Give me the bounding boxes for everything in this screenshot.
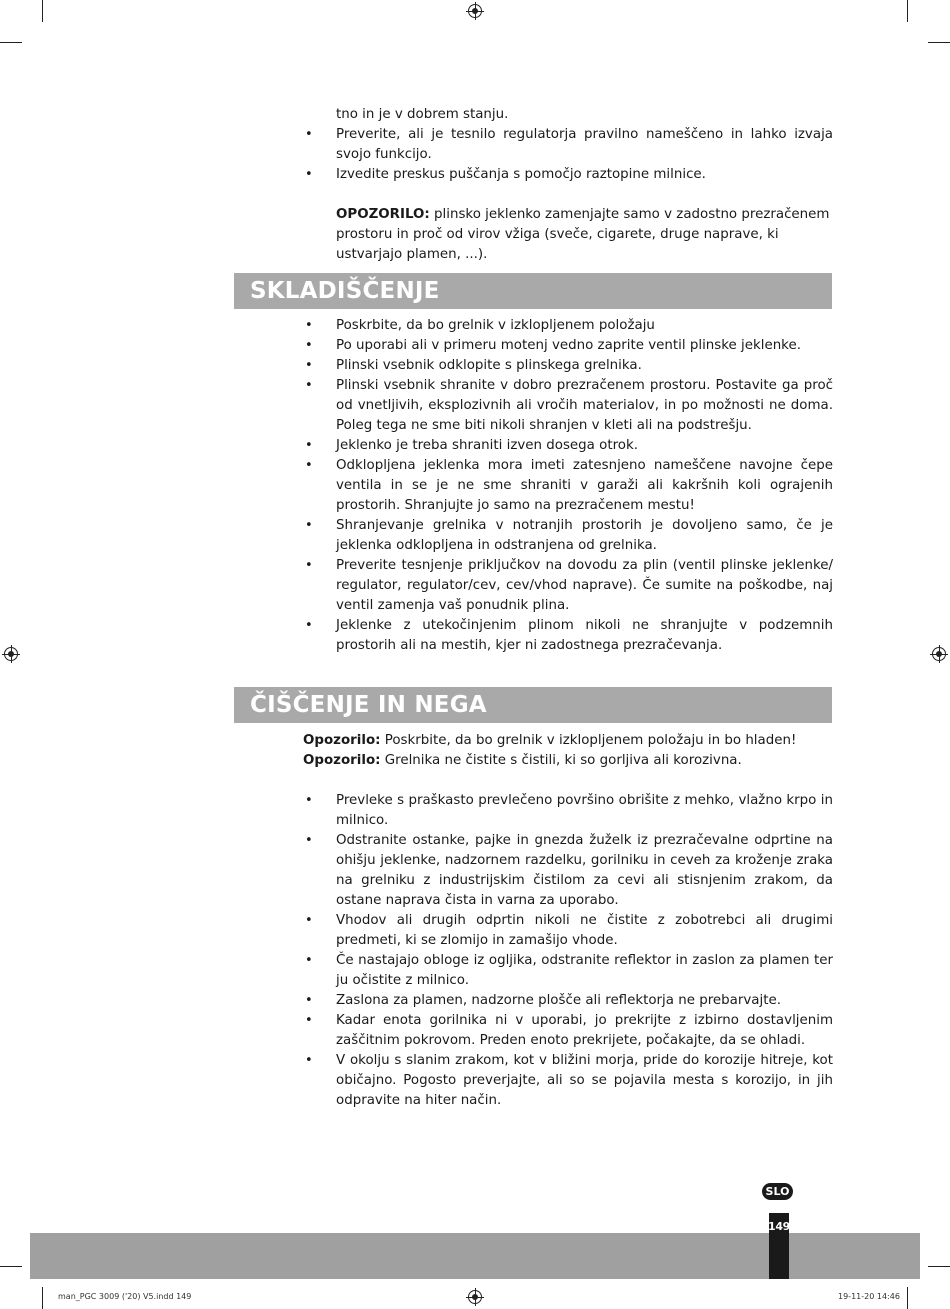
- list-item: • Preverite, ali je tesnilo regulatorja pravilno nameščeno in lahko izvaja svojo funkcijo.: [303, 125, 833, 165]
- list-item: • Jeklenke z utekočinjenim plinom nikoli ne shranjujte v podzemnih prostorih ali na mestih, kjer ni zadostnega prezračevanja.: [303, 616, 833, 656]
- warning-text: plinsko jeklenko zamenjajte samo v zadostno prezračenem prostoru in proč od virov vžiga (sveče, cigarete, druge naprave, ki ustvarjajo plamen, ...).: [336, 207, 830, 262]
- print-slug-date: 19-11-20 14:46: [838, 1292, 900, 1301]
- list-item: • V okolju s slanim zrakom, kot v bližini morja, pride do korozije hitreje, kot običajno. Pogosto preverjajte, ali so se pojavila mesta s korozijo, in jih odpravite na hiter način.: [303, 1051, 833, 1111]
- warning-label: OPOZORILO:: [336, 207, 430, 222]
- warning-label: Opozorilo:: [303, 753, 381, 768]
- registration-mark-icon: [4, 647, 18, 661]
- crop-mark: [0, 42, 22, 43]
- list-item: • Poskrbite, da bo grelnik v izklopljenem položaju: [303, 316, 833, 336]
- list-item: • Jeklenko je treba shraniti izven dosega otrok.: [303, 436, 833, 456]
- list-item: • Plinski vsebnik shranite v dobro prezračenem prostoru. Postavite ga proč od vnetljivih, eksplozivnih ali vročih materialov, in po možnosti ne doma. Poleg tega ne sme biti nikoli shranjen v kleti ali na podstrešju.: [303, 376, 833, 436]
- list-item: • Vhodov ali drugih odprtin nikoli ne čistite z zobotrebci ali drugimi predmeti, ki se zlomijo in zamašijo vhode.: [303, 911, 833, 951]
- crop-mark: [42, 0, 43, 22]
- registration-mark-icon: [932, 647, 946, 661]
- warning-text: Poskrbite, da bo grelnik v izklopljenem položaju in bo hladen!: [380, 733, 797, 748]
- list-item: • Odstranite ostanke, pajke in gnezda žuželk iz prezračevalne odprtine na ohišju jeklenke, nadzornem razdelku, gorilniku in ceveh za kroženje zraka na grelniku z industrijskim čistilom za cevi ali stisnjenim zrakom, da ostane naprava čista in varna za uporabo.: [303, 831, 833, 911]
- gas-warning-note: [336, 205, 833, 265]
- crop-mark: [928, 1266, 950, 1267]
- crop-mark: [907, 0, 908, 22]
- section-heading-storage: SKLADIŠČENJE: [234, 273, 832, 309]
- section-heading-cleaning: ČIŠČENJE IN NEGA: [234, 687, 832, 723]
- warning-label: Opozorilo:: [303, 733, 381, 748]
- top-bullet-list: [303, 125, 833, 185]
- warning-text: Grelnika ne čistite s čistili, ki so gorljiva ali korozivna.: [380, 753, 742, 768]
- list-item: • Po uporabi ali v primeru motenj vedno zaprite ventil plinske jeklenke.: [303, 336, 833, 356]
- cleaning-warning-1: [303, 731, 833, 751]
- list-item: • Izvedite preskus puščanja s pomočjo raztopine milnice.: [303, 165, 833, 185]
- list-item: • Shranjevanje grelnika v notranjih prostorih je dovoljeno samo, če je jeklenka odklopljena in odstranjena od grelnika.: [303, 516, 833, 556]
- page-number: 149: [767, 1220, 791, 1233]
- continued-line: tno in je v dobrem stanju.: [336, 107, 509, 122]
- list-item: • Prevleke s praškasto prevlečeno površino obrišite z mehko, vlažno krpo in milnico.: [303, 791, 833, 831]
- cleaning-warning-2: [303, 751, 833, 771]
- cleaning-bullet-list: [303, 791, 833, 1111]
- list-item: • Preverite tesnjenje priključkov na dovodu za plin (ventil plinske jeklenke/ regulator, regulator/cev, cev/vhod naprave). Če sumite na poškodbe, naj ventil zamenja vaš ponudnik plina.: [303, 556, 833, 616]
- language-badge: SLO: [762, 1183, 793, 1200]
- registration-mark-icon: [468, 4, 482, 18]
- registration-mark-icon: [468, 1290, 482, 1304]
- crop-mark: [0, 1266, 22, 1267]
- print-slug-file: man_PGC 3009 ('20) V5.indd 149: [58, 1292, 192, 1301]
- crop-mark: [907, 1287, 908, 1309]
- list-item: • Kadar enota gorilnika ni v uporabi, jo prekrijte z izbirno dostavljenim zaščitnim pokrovom. Preden enoto prekrijete, počakajte, da se ohladi.: [303, 1011, 833, 1051]
- crop-mark: [42, 1287, 43, 1309]
- list-item: • Zaslona za plamen, nadzorne plošče ali reflektorja ne prebarvajte.: [303, 991, 833, 1011]
- list-item: • Odklopljena jeklenka mora imeti zatesnjeno nameščene navojne čepe ventila in se je ne sme shraniti v garaži ali kakršnih koli ograjenih prostorih. Shranjujte jo samo na prezračenem mestu!: [303, 456, 833, 516]
- storage-bullet-list: [303, 316, 833, 656]
- list-item: • Če nastajajo obloge iz ogljika, odstranite reflektor in zaslon za plamen ter ju očistite z milnico.: [303, 951, 833, 991]
- crop-mark: [928, 42, 950, 43]
- list-item: • Plinski vsebnik odklopite s plinskega grelnika.: [303, 356, 833, 376]
